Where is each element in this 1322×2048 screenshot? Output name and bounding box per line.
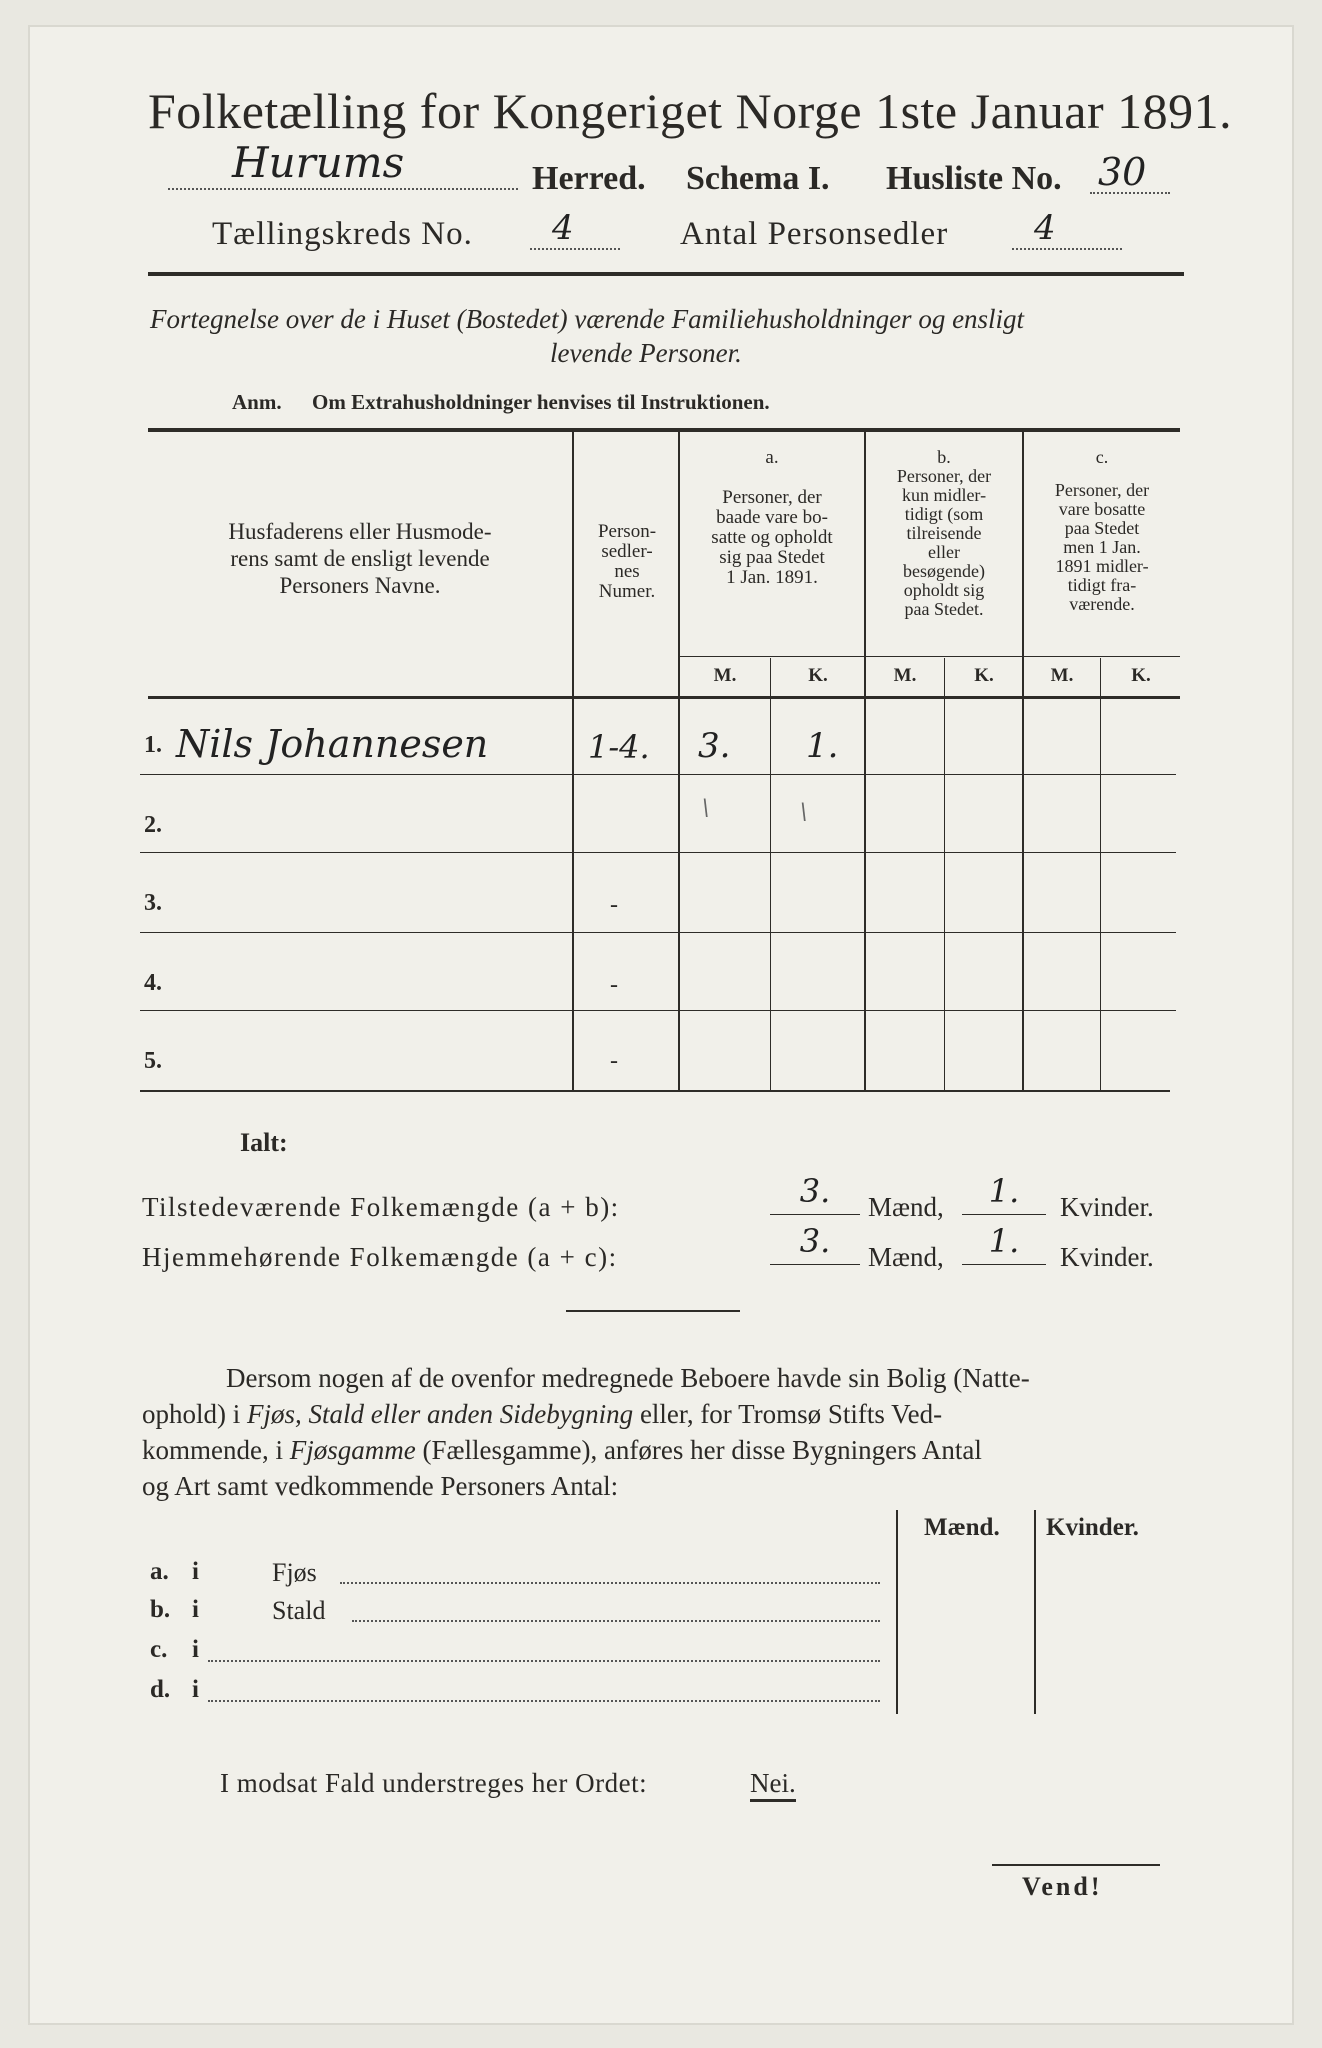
row-a-m-1: 3. bbox=[698, 726, 731, 766]
col-a-header-line: sig paa Stedet bbox=[719, 547, 825, 568]
row-number: 3. bbox=[144, 890, 162, 916]
ialt-label: Ialt: bbox=[240, 1128, 288, 1157]
bottom-paragraph-line bbox=[142, 1396, 1182, 1432]
col-c-header-line: men 1 Jan. bbox=[1063, 537, 1141, 557]
col-numer-header-line: Numer. bbox=[598, 581, 656, 602]
building-item-i: i bbox=[192, 1558, 199, 1585]
tilstede-maend-line bbox=[770, 1214, 860, 1215]
col-a-header-line: 1 Jan. 1891. bbox=[726, 567, 818, 588]
bottom-paragraph-line: Dersom nogen af de ovenfor medregnede Beboere havde sin Bolig (Natte- bbox=[226, 1363, 1030, 1393]
husliste-label: Husliste No. bbox=[886, 160, 1062, 197]
col-c-header-line: 1891 midler- bbox=[1055, 556, 1149, 576]
husliste-value: 30 bbox=[1098, 150, 1147, 194]
col-a-k-label: K. bbox=[808, 665, 828, 686]
row-numer-4: - bbox=[610, 972, 618, 998]
col-divider-c-mk bbox=[1100, 658, 1101, 1090]
personsedler-dotline bbox=[1012, 248, 1122, 250]
col-b-header-line: eller bbox=[928, 542, 960, 562]
tilstede-kvinder-value: 1. bbox=[988, 1172, 1020, 1210]
col-c-header-line: vare bosatte bbox=[1058, 499, 1146, 519]
col-c-header-line: paa Stedet bbox=[1064, 518, 1140, 538]
bottom-paragraph bbox=[142, 1360, 1182, 1504]
building-item-dotline bbox=[208, 1660, 880, 1662]
row-a-k-2: \ bbox=[800, 800, 808, 825]
hjemme-kvinder-line bbox=[962, 1264, 1046, 1265]
hjemme-kvinder-value: 1. bbox=[988, 1222, 1020, 1260]
row-number: 5. bbox=[144, 1048, 162, 1074]
building-item-letter: d. bbox=[150, 1676, 171, 1703]
row-rule bbox=[140, 852, 1176, 853]
row-rule bbox=[140, 1010, 1176, 1011]
table-header-bottom-rule bbox=[148, 696, 1180, 699]
col-c-header-line: tidigt fra- bbox=[1067, 575, 1137, 595]
row-a-m-2: \ bbox=[702, 796, 710, 821]
col-c-header bbox=[1024, 448, 1180, 614]
col-b-header-line: Personer, der bbox=[896, 466, 992, 486]
col-c-header-line: Personer, der bbox=[1054, 480, 1150, 500]
col-numer-header-line: nes bbox=[614, 561, 640, 582]
building-item-i: i bbox=[192, 1676, 199, 1703]
text-run: kommende, i bbox=[142, 1435, 290, 1465]
col-numer-header bbox=[578, 522, 676, 602]
text-run: eller, for Tromsø Stifts Ved- bbox=[633, 1399, 943, 1429]
col-names-header-line: Personers Navne. bbox=[279, 573, 441, 598]
modsat-text: I modsat Fald understreges her Ordet: bbox=[220, 1768, 648, 1798]
col-a-m-label: M. bbox=[713, 665, 737, 686]
hjemme-maend-line bbox=[770, 1264, 860, 1265]
schema-label: Schema I. bbox=[686, 160, 830, 197]
col-b-k-label: K. bbox=[974, 665, 994, 686]
anm-text: Om Extrahusholdninger henvises til Instruktionen. bbox=[312, 390, 770, 414]
hjemme-maend-label: Mænd, bbox=[868, 1242, 944, 1272]
row-numer-5: - bbox=[610, 1048, 618, 1074]
row-number: 1. bbox=[144, 732, 162, 758]
col-c-letter: c. bbox=[1095, 447, 1109, 467]
tilstede-maend-label: Mænd, bbox=[868, 1192, 944, 1222]
table-bottom-rule bbox=[140, 1090, 1170, 1092]
kreds-label: Tællingskreds No. bbox=[212, 216, 473, 252]
col-a-header bbox=[682, 448, 862, 588]
buildings-col-divider bbox=[1034, 1510, 1036, 1714]
section-divider bbox=[566, 1310, 740, 1312]
buildings-kvinder-head: Kvinder. bbox=[1046, 1514, 1139, 1541]
col-numer-header-line: Person- bbox=[597, 521, 657, 542]
col-names-header-line: Husfaderens eller Husmode- bbox=[228, 519, 492, 544]
row-name-1: Nils Johannesen bbox=[176, 722, 489, 766]
hjemme-kvinder-label: Kvinder. bbox=[1060, 1242, 1154, 1272]
row-numer-1: 1-4. bbox=[588, 728, 650, 766]
row-rule bbox=[140, 932, 1176, 933]
building-item-dotline bbox=[340, 1582, 880, 1584]
herred-value: Hurums bbox=[232, 138, 405, 187]
col-c-m-label: M. bbox=[1050, 665, 1074, 686]
row-rule bbox=[140, 774, 1176, 775]
kreds-dotline bbox=[530, 248, 620, 250]
col-c-header-line: værende. bbox=[1069, 594, 1135, 614]
col-a-header-line: satte og opholdt bbox=[711, 527, 833, 548]
hjemme-maend-value: 3. bbox=[799, 1222, 831, 1260]
col-b-header-line: besøgende) bbox=[903, 561, 985, 581]
vend-text: Vend! bbox=[1022, 1872, 1103, 1901]
hjemme-label: Hjemmehørende Folkemængde (a + c): bbox=[142, 1242, 618, 1272]
building-item-label: Fjøs bbox=[272, 1558, 317, 1587]
col-divider-b-mk bbox=[944, 658, 945, 1090]
buildings-maend-head: Mænd. bbox=[924, 1514, 1000, 1541]
text-run: ophold) i bbox=[142, 1399, 247, 1429]
tilstede-kvinder-label: Kvinder. bbox=[1060, 1192, 1154, 1222]
col-divider-a-mk bbox=[770, 658, 771, 1090]
col-numer-header-line: sedler- bbox=[601, 541, 653, 562]
col-b-header-line: tilreisende bbox=[906, 523, 982, 543]
table-top-rule bbox=[148, 428, 1180, 432]
vend-rule bbox=[992, 1864, 1160, 1866]
building-item-i: i bbox=[192, 1636, 199, 1663]
row-numer-3: - bbox=[610, 892, 618, 918]
personsedler-value: 4 bbox=[1034, 208, 1056, 248]
tilstede-maend-value: 3. bbox=[799, 1172, 831, 1210]
col-a-header-line: baade vare bo- bbox=[716, 507, 828, 528]
building-item-letter: b. bbox=[150, 1596, 171, 1623]
tilstede-label: Tilstedeværende Folkemængde (a + b): bbox=[142, 1192, 620, 1222]
row-number: 4. bbox=[144, 970, 162, 996]
buildings-col-divider bbox=[896, 1510, 898, 1714]
col-b-header-line: paa Stedet. bbox=[904, 599, 984, 619]
building-item-dotline bbox=[208, 1700, 880, 1702]
anm-label: Anm. bbox=[232, 390, 282, 414]
husliste-dotline bbox=[1090, 192, 1170, 194]
building-item-letter: a. bbox=[150, 1558, 169, 1585]
mk-subheader-rule bbox=[678, 656, 1180, 657]
row-a-k-1: 1. bbox=[806, 726, 839, 766]
col-c-k-label: K. bbox=[1131, 665, 1151, 686]
nei-word: Nei. bbox=[750, 1768, 796, 1802]
col-b-header bbox=[866, 448, 1022, 619]
building-item-label: Stald bbox=[272, 1596, 326, 1625]
building-item-dotline bbox=[352, 1620, 880, 1622]
intro-line-2: levende Personer. bbox=[550, 338, 742, 368]
col-b-letter: b. bbox=[937, 447, 951, 467]
text-run: Fjøsgamme bbox=[289, 1435, 416, 1465]
col-b-header-line: tidigt (som bbox=[904, 504, 984, 524]
col-b-header-line: opholdt sig bbox=[903, 580, 985, 600]
text-run: Fjøs, Stald eller anden Sidebygning bbox=[247, 1399, 634, 1429]
kreds-value: 4 bbox=[552, 208, 574, 248]
col-divider-names bbox=[572, 432, 574, 1090]
personsedler-label: Antal Personsedler bbox=[680, 216, 949, 252]
col-a-letter: a. bbox=[765, 447, 779, 468]
building-item-letter: c. bbox=[150, 1636, 168, 1663]
tilstede-kvinder-line bbox=[962, 1214, 1046, 1215]
form-title: Folketælling for Kongeriget Norge 1ste Januar 1891. bbox=[148, 83, 1233, 139]
intro-line-1: Fortegnelse over de i Huset (Bostedet) værende Familiehusholdninger og ensligt bbox=[150, 304, 1025, 334]
header-divider bbox=[148, 272, 1184, 276]
col-names-header-line: rens samt de ensligt levende bbox=[230, 546, 490, 571]
bottom-paragraph-line bbox=[142, 1432, 1182, 1468]
col-b-header-line: kun midler- bbox=[901, 485, 987, 505]
herred-label: Herred. bbox=[532, 160, 646, 197]
building-item-i: i bbox=[192, 1596, 199, 1623]
col-names-header bbox=[160, 518, 560, 599]
col-divider-numer bbox=[678, 432, 680, 1090]
herred-dotline bbox=[168, 188, 518, 190]
col-a-header-line: Personer, der bbox=[722, 487, 822, 508]
text-run: (Fællesgamme), anføres her disse Bygningers Antal bbox=[415, 1435, 982, 1465]
row-number: 2. bbox=[144, 812, 162, 838]
bottom-paragraph-line: og Art samt vedkommende Personers Antal: bbox=[142, 1471, 619, 1501]
col-b-m-label: M. bbox=[893, 665, 917, 686]
